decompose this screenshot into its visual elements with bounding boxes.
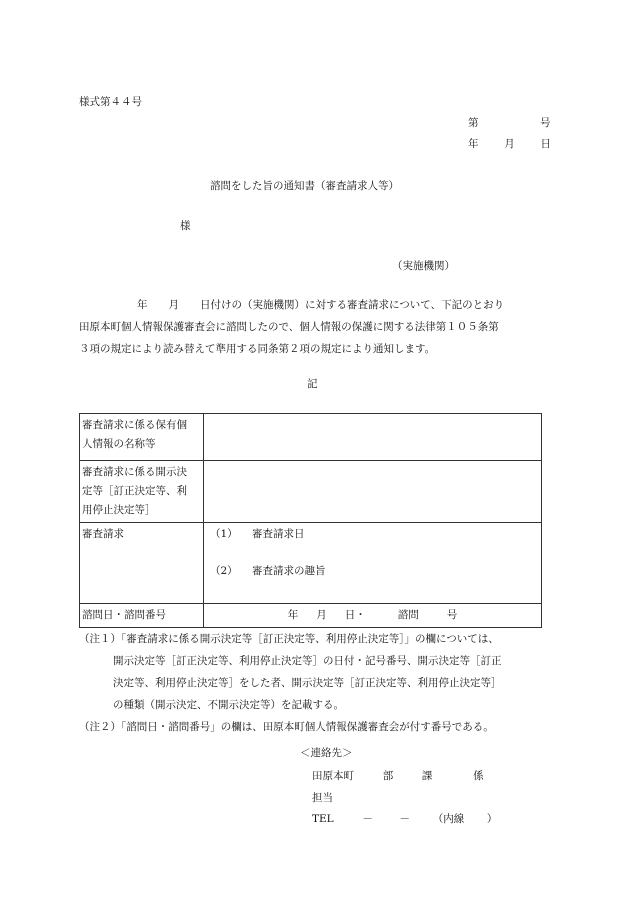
- contact-ka: 課: [421, 770, 433, 782]
- day-label: 日: [540, 138, 551, 150]
- label-line: 人情報の名称等: [82, 438, 156, 450]
- contact-kakari: 係: [473, 770, 484, 782]
- body-paragraph: [79, 294, 559, 360]
- contact-department: [312, 768, 484, 784]
- notes: [79, 628, 559, 738]
- consultation-date-number-value: [204, 604, 542, 628]
- document-number-prefix: 第: [468, 117, 479, 129]
- addressee-honorific: 様: [180, 220, 191, 232]
- label-line: 審査請求に係る保有個: [82, 419, 187, 431]
- contact-org: 田原本町: [312, 770, 354, 782]
- note-1-line: 開示決定等［訂正決定等、利用停止決定等］の日付・記号番号、開示決定等［訂正: [113, 655, 502, 667]
- contact-phone: [312, 811, 497, 827]
- review-request-label: 審査請求: [80, 523, 204, 604]
- month-label: 月: [316, 609, 327, 621]
- year-label: 年: [287, 609, 299, 621]
- tel-dash: －: [362, 813, 373, 825]
- table-row: [80, 461, 542, 523]
- item-number: （2）: [210, 565, 238, 577]
- note-1-line: 決定等、利用停止決定等］をした者、開示決定等［訂正決定等、利用停止決定等］: [113, 677, 502, 689]
- disclosure-decision-value: [204, 461, 542, 523]
- review-request-value: [204, 523, 542, 604]
- label-line: 定等［訂正決定等、利: [82, 485, 187, 497]
- year-label: 年: [468, 138, 479, 150]
- label-line: 用停止決定等］: [82, 504, 156, 516]
- table-row: [80, 523, 542, 604]
- document-title: 諮問をした旨の通知書（審査請求人等）: [210, 180, 399, 192]
- table-row: [80, 414, 542, 461]
- issue-date: [468, 136, 551, 152]
- details-table: [79, 413, 542, 628]
- held-info-name-label: [80, 414, 204, 461]
- month-label: 月: [504, 138, 515, 150]
- held-info-name-value: [204, 414, 542, 461]
- review-request-purpose-item: [206, 562, 539, 581]
- implementing-agency: （実施機関）: [392, 260, 455, 272]
- number-suffix: 号: [446, 609, 458, 621]
- extension-close: ）: [486, 813, 498, 825]
- note-1-line: （注１）「審査請求に係る開示決定等［訂正決定等、利用停止決定等］」の欄については、: [79, 633, 499, 645]
- table-row: [80, 604, 542, 628]
- extension-label: （内線: [432, 813, 465, 825]
- consultation-label: 諮問: [397, 609, 419, 621]
- disclosure-decision-label: [80, 461, 204, 523]
- form-number: 様式第４４号: [79, 96, 142, 108]
- item-text: 審査請求の趣旨: [252, 565, 326, 577]
- contact-person: 担当: [312, 792, 333, 804]
- contact-bu: 部: [382, 770, 394, 782]
- ki-heading: 記: [307, 378, 318, 390]
- tel-dash: －: [399, 813, 411, 825]
- document-number-suffix: 号: [540, 117, 551, 129]
- body-line-3: ３項の規定により読み替えて準用する同条第２項の規定により通知します。: [79, 343, 436, 355]
- item-number: （1）: [210, 528, 238, 540]
- review-request-date-item: [206, 525, 539, 544]
- day-label: 日・: [344, 609, 366, 621]
- note-1-line: の種類（開示決定、不開示決定等）を記載する。: [113, 699, 344, 711]
- note-2-line: （注２）「諮問日・諮問番号」の欄は、田原本町個人情報保護審査会が付す番号である。: [79, 721, 494, 733]
- label-line: 審査請求に係る開示決: [82, 466, 187, 478]
- tel-label: TEL: [312, 813, 334, 825]
- consultation-date-number-label: 諮問日・諮問番号: [80, 604, 204, 628]
- body-line-2: 田原本町個人情報保護審査会に諮問したので、個人情報の保護に関する法律第１０５条第: [79, 321, 499, 333]
- item-text: 審査請求日: [252, 528, 305, 540]
- contact-heading: ＜連絡先＞: [300, 747, 353, 759]
- body-line-1: 年 月 日付けの（実施機関）に対する審査請求について、下記のとおり: [137, 299, 505, 311]
